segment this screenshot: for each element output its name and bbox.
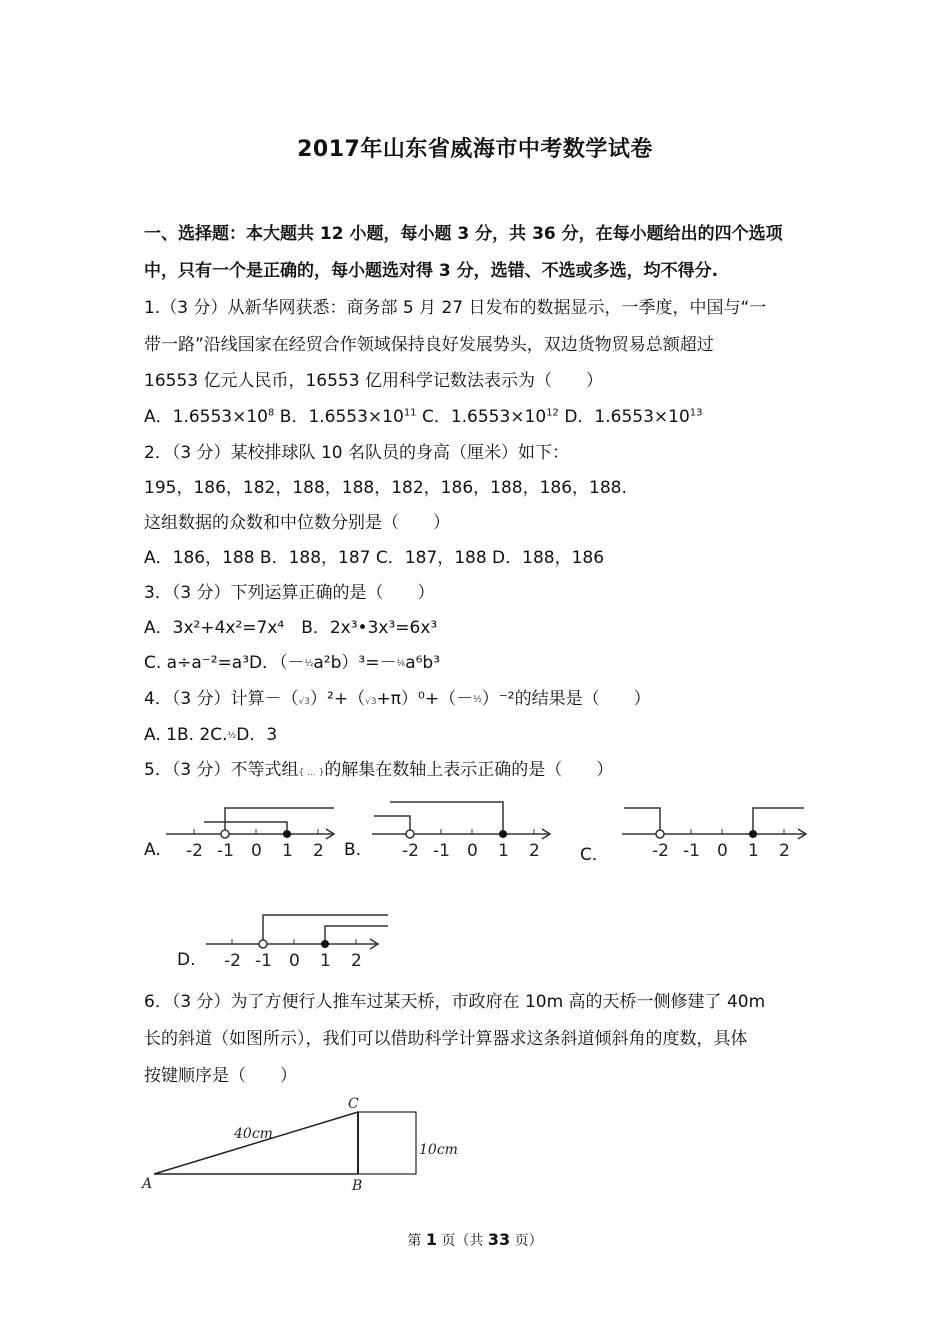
tick-label: 1 [320, 951, 331, 970]
q4-text-mid2: +π）⁰+（－ [376, 689, 474, 709]
tick-label: 0 [717, 841, 728, 860]
q5-option-c-label: C． [580, 845, 609, 865]
section-heading-line-2: 中，只有一个是正确的，每小题选对得 3 分，选错、不选或多选，均不得分. [144, 261, 719, 281]
height-label: 10cm [419, 1142, 458, 1158]
tick-label: -1 [683, 841, 700, 860]
q1-exp-b: 11 [403, 407, 417, 419]
number-line-b [372, 800, 557, 860]
q1-option-b: B．1.6553×10 [274, 407, 404, 427]
q3-option-d-mid: a²b）³=－ [313, 653, 397, 673]
q2-options: A．186，188 B．188，187 C．187，188 D．188，186 [144, 548, 605, 568]
q5-text-pre: 5．（3 分）不等式组 [144, 760, 299, 780]
tick-label: -1 [255, 951, 272, 970]
tick-label: 0 [251, 841, 262, 860]
q4-option-d: D．3 [236, 725, 278, 745]
tick-label: 1 [498, 841, 509, 860]
footer-total-pages: 33 [487, 1230, 511, 1249]
tick-label: 0 [467, 841, 478, 860]
q4-option-c-fraction: ½ [227, 731, 237, 741]
q1-options [144, 405, 703, 429]
q1-exp-d: 13 [689, 407, 703, 419]
ramp-figure [140, 1096, 470, 1200]
hypotenuse-label: 40cm [234, 1126, 273, 1142]
q5-line-1 [144, 758, 613, 785]
tick-label: -1 [217, 841, 234, 860]
q3-fraction-2: ⅙ [396, 659, 406, 669]
number-line-c [622, 800, 812, 860]
number-line-d [206, 910, 391, 970]
tick-label: 2 [529, 841, 540, 860]
tick-label: -2 [652, 841, 669, 860]
point-c-label: C [348, 1096, 359, 1112]
q4-options-abc: A. 1B. 2C. [144, 725, 228, 745]
tick-label: 1 [748, 841, 759, 860]
q6-line-1: 6．（3 分）为了方便行人推车过某天桥，市政府在 10m 高的天桥一侧修建了 40m [144, 992, 766, 1012]
tick-label: 2 [313, 841, 324, 860]
q6-line-3: 按键顺序是（ ） [144, 1066, 297, 1086]
q1-line-2: 带一路”沿线国家在经贸合作领域保持良好发展势头，双边货物贸易总额超过 [144, 335, 714, 355]
q2-line-2: 195，186，182，188，188，182，186，188，186，188. [144, 478, 627, 498]
footer-mid: 页（共 [436, 1233, 488, 1249]
q2-line-1: 2．（3 分）某校排球队 10 名队员的身高（厘米）如下： [144, 443, 569, 463]
footer-post: 页） [510, 1233, 543, 1249]
tick-label: 2 [351, 951, 362, 970]
q1-exp-a: 8 [268, 407, 275, 419]
tick-label: -2 [224, 951, 241, 970]
number-line-a [166, 800, 341, 860]
q1-line-1: 1.（3 分）从新华网获悉：商务部 5 月 27 日发布的数据显示，一季度，中国与“一 [144, 298, 767, 318]
q4-text-mid1: ）²+（ [310, 689, 366, 709]
q5-option-b-label: B. [344, 840, 362, 860]
q4-sqrt-2: √3 [365, 697, 377, 707]
tick-label: -1 [433, 841, 450, 860]
tick-label: 0 [289, 951, 300, 970]
q1-option-d: D．1.6553×10 [558, 407, 690, 427]
section-heading-line-1: 一、选择题：本大题共 12 小题，每小题 3 分，共 36 分，在每小题给出的四个选项 [144, 224, 783, 244]
q5-option-a-label: A. [144, 840, 161, 860]
page-footer [0, 1230, 950, 1250]
tick-label: 1 [282, 841, 293, 860]
q1-option-a: A．1.6553×10 [144, 407, 268, 427]
tick-label: 2 [779, 841, 790, 860]
q4-sqrt-1: √3 [298, 697, 311, 707]
q4-text-pre: 4．（3 分）计算－（ [144, 689, 299, 709]
page-title: 2017年山东省威海市中考数学试卷 [297, 137, 653, 162]
q4-text-post: ）⁻²的结果是（ ） [481, 689, 651, 709]
q3-options-cd [144, 651, 440, 676]
q1-exp-c: 12 [546, 407, 559, 419]
q1-option-c: C．1.6553×10 [416, 407, 547, 427]
q5-text-post: 的解集在数轴上表示正确的是（ ） [324, 760, 614, 780]
q3-fraction-1: ½ [304, 659, 314, 669]
q3-option-d-end: a⁶b³ [405, 653, 441, 673]
q1-line-3: 16553 亿元人民币，16553 亿用科学记数法表示为（ ） [144, 371, 603, 391]
q4-options [144, 723, 277, 748]
tick-label: -2 [186, 841, 203, 860]
tick-label: -2 [402, 841, 419, 860]
q3-options-ab: A．3x²+4x²=7x⁴ B．2x³•3x³=6x³ [144, 618, 438, 638]
q6-line-2: 长的斜道（如图所示），我们可以借助科学计算器求这条斜道倾斜角的度数，具体 [144, 1029, 748, 1049]
point-b-label: B [352, 1178, 363, 1194]
q2-line-3: 这组数据的众数和中位数分别是（ ） [144, 513, 450, 533]
q3-line-1: 3．（3 分）下列运算正确的是（ ） [144, 583, 435, 603]
q5-option-d-label: D. [177, 950, 196, 970]
point-a-label: A [142, 1176, 153, 1192]
footer-pre: 第 [407, 1233, 426, 1249]
inequality-system: { ... } [298, 768, 325, 778]
q4-fraction: ½ [473, 695, 482, 705]
q4-line-1 [144, 687, 651, 714]
q3-option-c: C. a÷a⁻²=a³D．（－ [144, 653, 305, 673]
footer-page-number: 1 [425, 1230, 437, 1249]
